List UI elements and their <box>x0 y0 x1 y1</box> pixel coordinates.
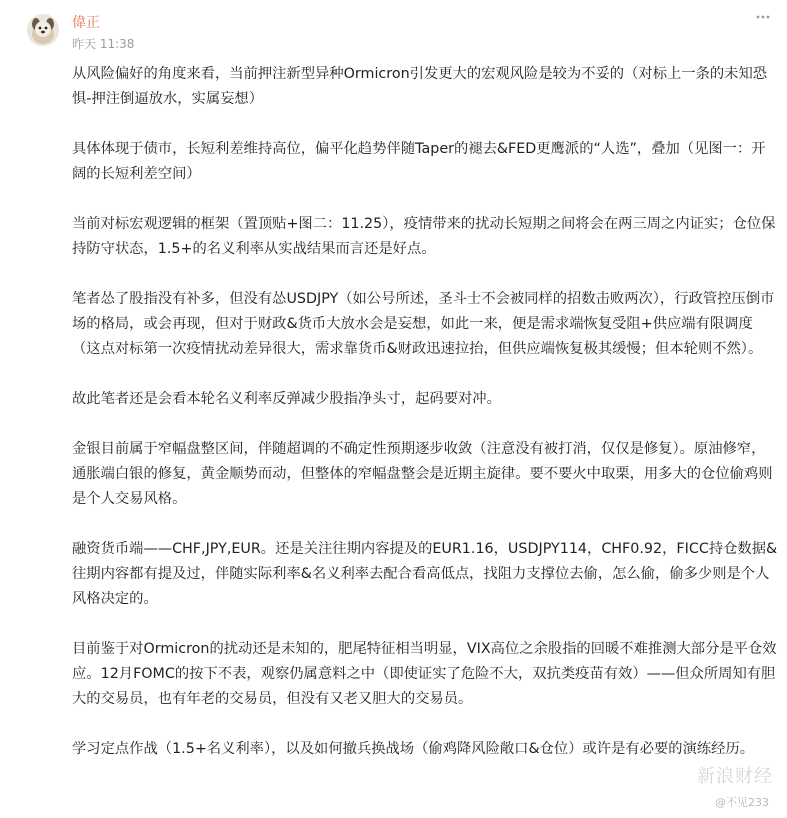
paragraph: 金银目前属于窄幅盘整区间，伴随超调的不确定性预期逐步收敛（注意没有被打消，仅仅是修复）。原油修窄，通胀端白银的修复，黄金顺势而动，但整体的窄幅盘整会是近期主旋律。要不要火中取栗，用多大的仓位偷鸡则是个人交易风格。 <box>72 441 773 507</box>
author-name[interactable]: 偉正 <box>72 15 100 31</box>
more-dots-icon[interactable] <box>753 14 773 34</box>
paragraph: 融资货币端——CHF,JPY,EUR。还是关注往期内容提及的EUR1.16，USDJPY114，CHF0.92，FICC持仓数据&往期内容都有提及过，伴随实际利率&名义利率去配合看高低点，找阻力支撑位去偷，怎么偷，偷多少则是个人风格决定的。 <box>72 541 778 607</box>
paragraph: 目前鉴于对Ormicron的扰动还是未知的，肥尾特征相当明显，VIX高位之余股指的回暖不难推测大部分是平仓效应。12月FOMC的按下不表，观察仍属意料之中（即使证实了危险不大，双抗类疫苗有效）——但众所周知有胆大的交易员，也有年老的交易员，但没有又老又胆大的交易员。 <box>72 641 777 707</box>
avatar[interactable] <box>27 14 59 46</box>
watermark-logo: 新浪财经 <box>697 766 773 787</box>
paragraph: 从风险偏好的角度来看，当前押注新型异种Ormicron引发更大的宏观风险是较为不妥的（对标上一条的未知恐惧-押注倒逼放水，实属妄想） <box>72 66 768 107</box>
paragraph: 具体体现于债市，长短利差维持高位，偏平化趋势伴随Taper的褪去&FED更鹰派的“人选”，叠加（见图一：开阔的长短利差空间） <box>72 141 766 182</box>
paragraph: 笔者怂了股指没有补多，但没有怂USDJPY（如公号所述，圣斗士不会被同样的招数击败两次），行政管控压倒市场的格局，或会再现，但对于财政&货币大放水会是妄想，如此一来，便是需求端恢复受阻+供应端有限调度（这点对标第一次疫情扰动差异很大，需求靠货币&财政迅速拉抬，但供应端恢复极其缓慢；但本轮则不然）。 <box>72 291 775 357</box>
watermark <box>657 766 777 810</box>
paragraph: 故此笔者还是会看本轮名义利率反弹减少股指净头寸，起码要对冲。 <box>72 391 501 407</box>
paragraph: 学习定点作战（1.5+名义利率），以及如何撤兵换战场（偷鸡降风险敞口&仓位）或许是有必要的演练经历。 <box>72 741 755 757</box>
post-body <box>72 62 778 787</box>
post-header <box>0 0 787 60</box>
post-time: 昨天 11:38 <box>72 37 135 51</box>
watermark-text: @不见233 <box>715 796 769 809</box>
avatar-dog-icon <box>27 14 59 46</box>
paragraph: 当前对标宏观逻辑的框架（置顶贴+图二：11.25），疫情带来的扰动长短期之间将会在两三周之内证实；仓位保持防守状态，1.5+的名义利率从实战结果而言还是好点。 <box>72 216 776 257</box>
